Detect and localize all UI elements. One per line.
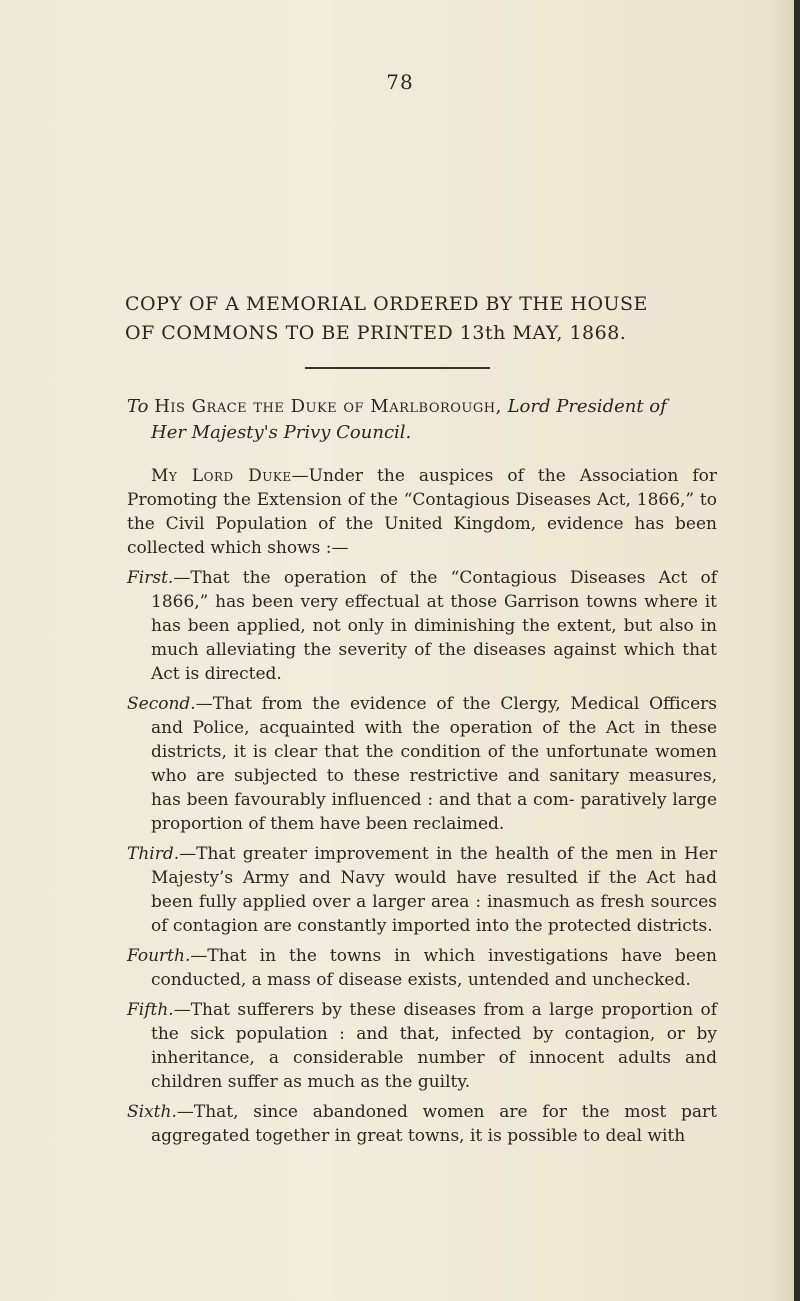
point-label: Third.	[127, 844, 180, 864]
title-line-1: COPY OF A MEMORIAL ORDERED BY THE HOUSE	[125, 293, 648, 315]
page-number: 78	[386, 70, 414, 94]
addressee-role-2: Her Majesty's Privy Council.	[151, 422, 412, 443]
point-text: —That greater improvement in the health of the men in Her Majesty’s Army and Navy would have resulted if the Act had been fully applied over a larger area : inasmuch as fresh sources of contagion are constantly imported into the protected districts.	[151, 844, 717, 936]
page-edge-shadow	[794, 0, 800, 1301]
point-third	[127, 842, 717, 938]
point-label: Fourth.	[127, 946, 191, 966]
point-fifth	[127, 998, 717, 1094]
point-text: —That, since abandoned women are for the most part aggregated together in great towns, it is possible to deal with	[151, 1102, 717, 1146]
point-text: —That sufferers by these diseases from a large proportion of the sick population : and that, infected by contagion, or by inheritance, a considerable number of innocent adults and children suffer as much as the guilty.	[151, 1000, 717, 1092]
salutation: My Lord Duke	[151, 466, 292, 486]
point-label: First.	[127, 568, 174, 588]
addressee-block	[127, 394, 717, 446]
point-label: Sixth.	[127, 1102, 177, 1122]
addressee-name: His Grace the Duke of Marlborough,	[154, 396, 502, 417]
memorial-body	[127, 464, 717, 1154]
point-text: —That from the evidence of the Clergy, Medical Officers and Police, acquainted with the operation of the Act in these districts, it is clear that the condition of the unfortunate women who are subjected to these restrictive and sanitary measures, has been favourably influenced : and that a com- paratively large proportion of them have been reclaimed.	[151, 694, 717, 834]
title-line-2: OF COMMONS TO BE PRINTED 13th MAY, 1868.	[125, 322, 627, 344]
intro-text: —Under the auspices of the Association for Promoting the Extension of the “Contagious Diseases Act, 1866,” to the Civil Population of the United Kingdom, evidence has been collected which shows :—	[127, 466, 717, 558]
point-label: Second.	[127, 694, 196, 714]
point-second	[127, 692, 717, 836]
document-title	[125, 290, 710, 348]
point-text: —That the operation of the “Contagious Diseases Act of 1866,” has been very effectual at those Garrison towns where it has been applied, not only in diminishing the extent, but also in much alleviating the severity of the diseases against which that Act is directed.	[151, 568, 717, 684]
addressee-line-1	[127, 394, 717, 420]
point-label: Fifth.	[127, 1000, 174, 1020]
point-first	[127, 566, 717, 686]
point-text: —That in the towns in which investigations have been conducted, a mass of disease exists, untended and unchecked.	[151, 946, 717, 990]
addressee-role-1: Lord President of	[507, 396, 667, 417]
addressee-to: To	[127, 396, 149, 417]
point-fourth	[127, 944, 717, 992]
title-divider	[305, 367, 490, 369]
point-sixth	[127, 1100, 717, 1148]
intro-paragraph	[127, 464, 717, 560]
